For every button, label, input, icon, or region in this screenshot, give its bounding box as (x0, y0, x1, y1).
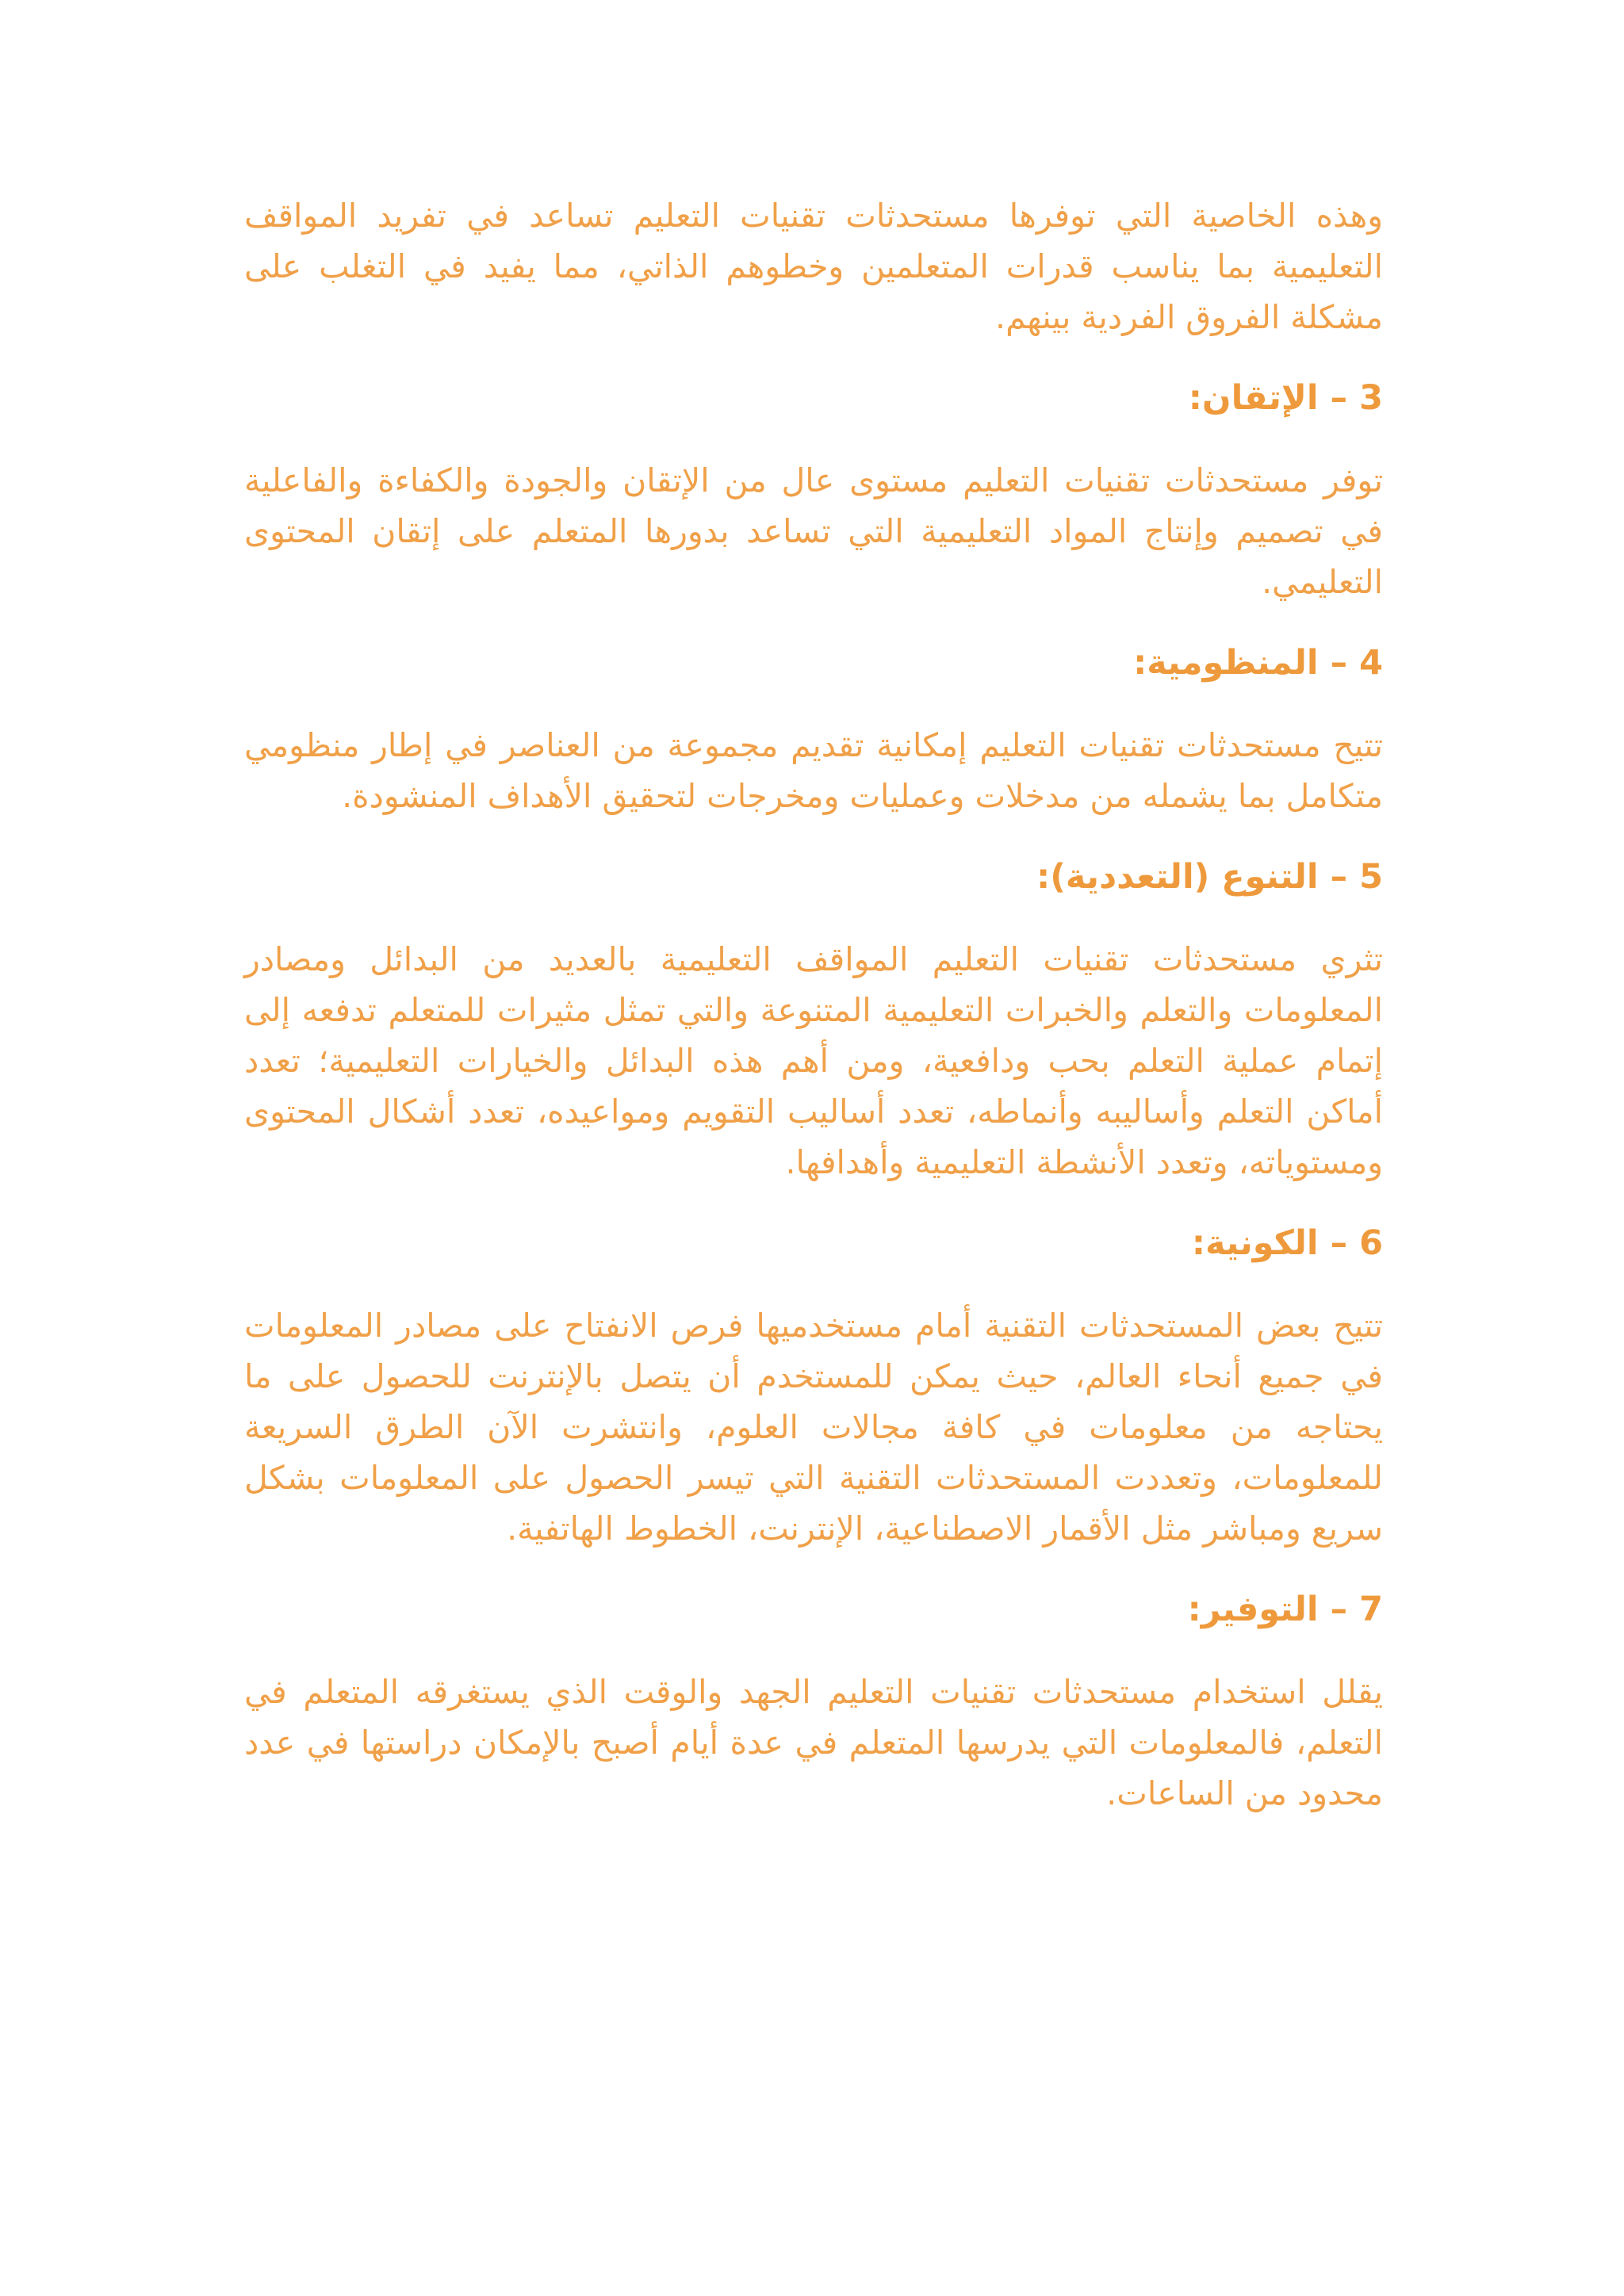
section-heading-saving: 7 – التوفير: (1187, 1590, 1383, 1629)
section-body-mastery: توفر مستحدثات تقنيات التعليم مستوى عال من الإتقان والجودة والكفاءة والفاعلية في تصميم وإنتاج المواد التعليمية التي تساعد بدورها المتعلم على إتقان المحتوى التعليمي. (244, 461, 1383, 601)
section-body-systemic: تتيح مستحدثات تقنيات التعليم إمكانية تقديم مجموعة من العناصر في إطار منظومي متكامل بما يشمله من مدخلات وعمليات ومخرجات لتحقيق الأهداف المنشودة. (244, 726, 1383, 815)
section-body-diversity: تثري مستحدثات تقنيات التعليم المواقف التعليمية بالعديد من البدائل ومصادر المعلومات والتعلم والخبرات التعليمية المتنوعة والتي تمثل مثيرات للمتعلم تدفعه إلى إتمام عملية التعلم بحب ودافعية، ومن أهم هذه البدائل والخيارات التعليمية؛ تعدد أماكن التعلم وأساليبه وأنماطه، تعدد أساليب التقويم ومواعيده، تعدد أشكال المحتوى ومستوياته، وتعدد الأنشطة التعليمية وأهدافها. (244, 940, 1383, 1181)
section-heading-systemic: 4 – المنظومية: (1133, 643, 1383, 683)
section-heading-universality: 6 – الكونية: (1191, 1223, 1383, 1263)
document-page (244, 190, 1383, 1819)
section-heading-diversity: 5 – التنوع (التعددية): (1036, 857, 1383, 897)
section-body-universality: تتيح بعض المستحدثات التقنية أمام مستخدميها فرص الانفتاح على مصادر المعلومات في جميع أنحاء العالم، حيث يمكن للمستخدم أن يتصل بالإنترنت للحصول على ما يحتاجه من معلومات في كافة مجالات العلوم، وانتشرت الآن الطرق السريعة للمعلومات، وتعددت المستحدثات التقنية التي تيسر الحصول على المعلومات بشكل سريع ومباشر مثل الأقمار الاصطناعية، الإنترنت، الخطوط الهاتفية. (244, 1307, 1383, 1548)
intro-paragraph: وهذه الخاصية التي توفرها مستحدثات تقنيات التعليم تساعد في تفريد المواقف التعليمية بما يناسب قدرات المتعلمين وخطوهم الذاتي، مما يفيد في التغلب على مشكلة الفروق الفردية بينهم. (244, 197, 1383, 336)
section-heading-mastery: 3 – الإتقان: (1188, 378, 1383, 418)
section-body-saving: يقلل استخدام مستحدثات تقنيات التعليم الجهد والوقت الذي يستغرقه المتعلم في التعلم، فالمعلومات التي يدرسها المتعلم في عدة أيام أصبح بالإمكان دراستها في عدد محدود من الساعات. (244, 1673, 1383, 1812)
